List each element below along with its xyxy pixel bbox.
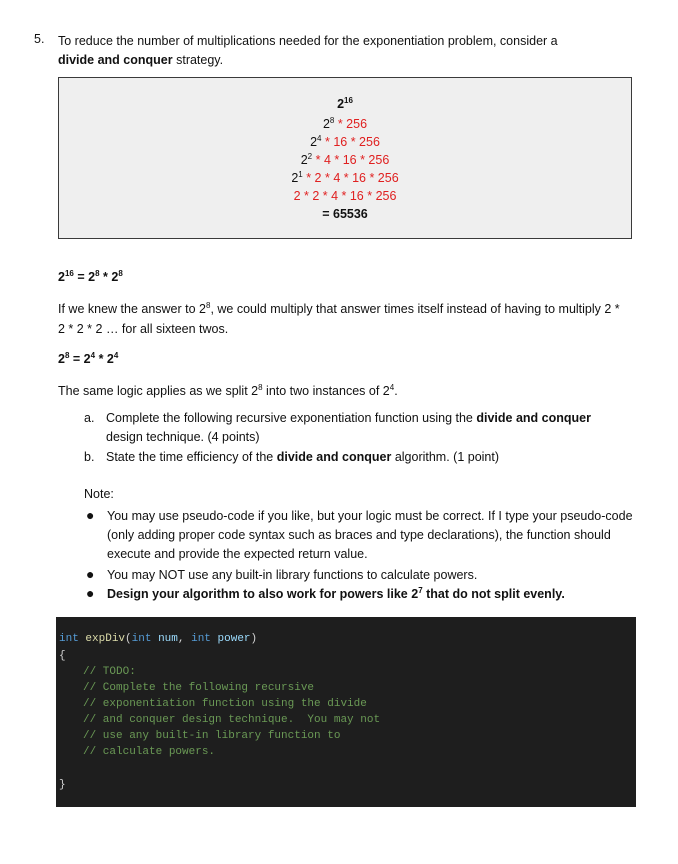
function-signature: int expDiv(int num, int power) [59, 633, 258, 645]
code-comment: // and conquer design technique. You may not [83, 714, 381, 726]
code-comment: // use any built-in library function to [83, 730, 341, 742]
heading-2-8-split: $2^8 = 2^4 * 2^4$ [58, 351, 119, 366]
strategy-suffix: strategy. [176, 53, 224, 67]
bullet-icon: ● [86, 566, 95, 582]
diagram-line-6: 2 * 2 * 4 * 16 * 256 [293, 189, 397, 203]
diagram-line-1: $2^{16}$ [337, 96, 353, 111]
task-label: a. [84, 411, 95, 425]
note-title: Note: [84, 487, 114, 501]
bullet-icon: ● [86, 585, 95, 601]
note-bullet-3: ● Design your algorithm to also work for powers like $2^7$ that do not split evenly. [86, 585, 565, 601]
heading-2-16-split: $2^{16} = 2^8 * 2^8$ [58, 269, 123, 284]
diagram-result: = 65536 [322, 207, 368, 221]
close-brace: } [59, 779, 66, 791]
diagram-line-4: $2^2 * 4 * 16 * 256$ [300, 152, 390, 167]
diagram-line-5: $2^1 * 2 * 4 * 16 * 256$ [291, 170, 399, 185]
code-comment: // exponentiation function using the divide [83, 698, 367, 710]
task-label: b. [84, 450, 95, 464]
task-item-b: b. State the time efficiency of the divide and conquer algorithm. (1 point) [84, 448, 644, 468]
exponent-diagram-box [58, 77, 632, 239]
intro-text: To reduce the number of multiplications needed for the exponentiation problem, consider a [58, 34, 558, 48]
bullet-icon: ● [86, 507, 95, 523]
paragraph-same-logic: The same logic applies as we split $2^8$ into two instances of $2^4$. [58, 383, 398, 398]
task-item-a: a. Complete the following recursive exponentiation function using the divide and conquer design technique. (4 points) [84, 411, 591, 444]
note-bullet-1: ● You may use pseudo-code if you like, but your logic must be correct. If I type your pseudo-code (only adding proper code syntax such as braces and type declarations), the function should execute and provide the expected return value. [86, 507, 633, 561]
code-comment: // Complete the following recursive [83, 682, 315, 694]
code-comment: // calculate powers. [83, 746, 216, 758]
diagram-line-2: $2^8 * 256$ [322, 116, 368, 131]
strategy-bold: divide and conquer [58, 53, 173, 67]
question-text [58, 32, 658, 70]
code-comment: // TODO: [83, 666, 136, 678]
code-block [56, 617, 636, 807]
paragraph-sixteen-twos: If we knew the answer to $2^8$, we could multiply that answer times itself instead of having to multiply 2 * 2 * 2 * 2 … for all sixteen twos. [58, 301, 620, 336]
open-brace: { [59, 650, 66, 662]
diagram-line-3: $2^4 * 16 * 256$ [310, 134, 380, 149]
question-number: 5. [34, 32, 45, 46]
note-bullet-2: ● You may NOT use any built-in library functions to calculate powers. [86, 566, 478, 582]
